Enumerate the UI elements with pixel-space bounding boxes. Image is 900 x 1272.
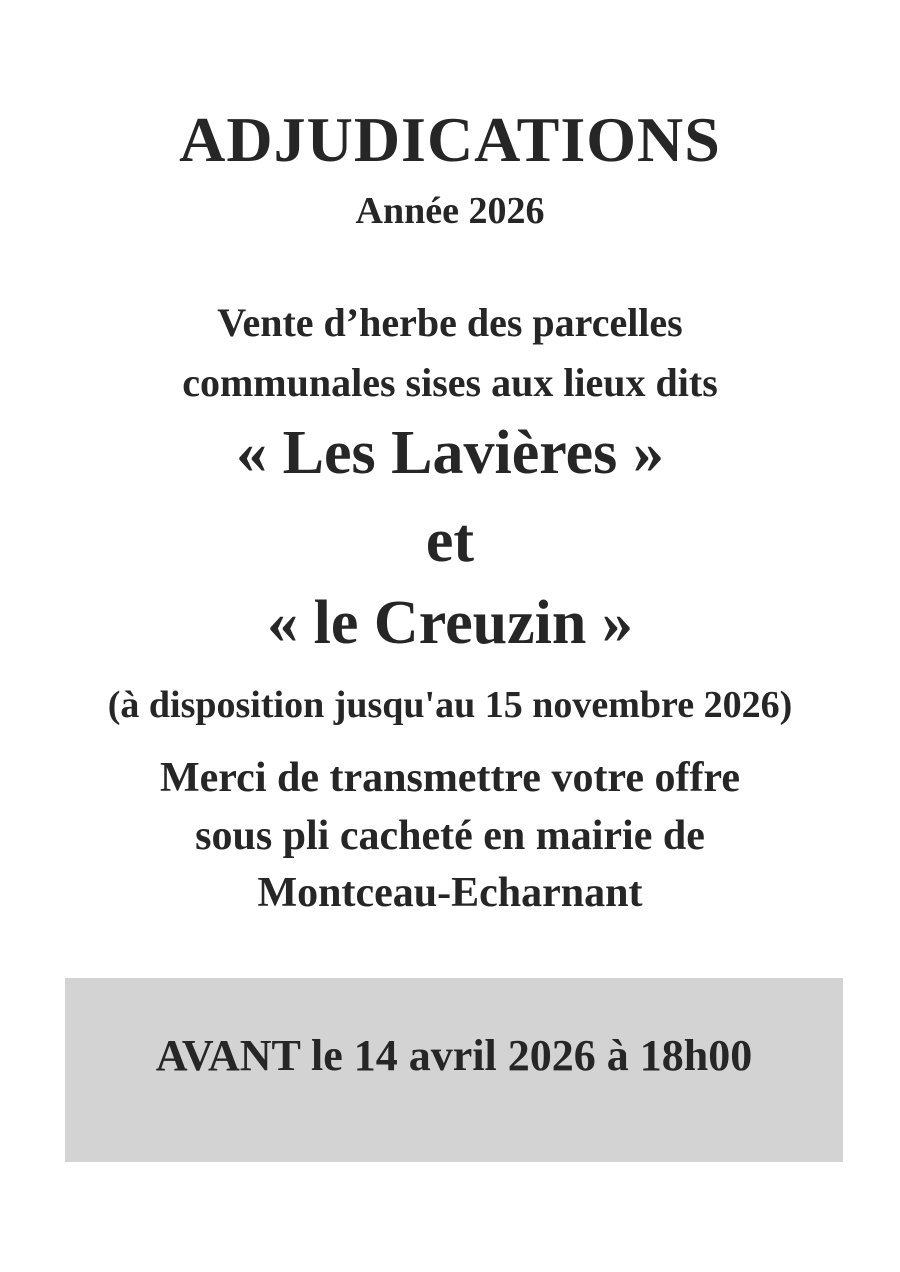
deadline-box bbox=[65, 978, 843, 1162]
deadline-text: AVANT le 14 avril 2026 à 18h00 bbox=[155, 1031, 753, 1080]
description-line-1: Vente d’herbe des parcelles bbox=[217, 300, 683, 345]
notice-title: ADJUDICATIONS bbox=[179, 104, 721, 175]
notice-year: Année 2026 bbox=[355, 190, 545, 232]
offer-line-1: Merci de transmettre votre offre bbox=[160, 755, 740, 801]
offer-line-3: Montceau-Echarnant bbox=[257, 870, 643, 916]
place-les-lavieres: « Les Lavières » bbox=[236, 419, 664, 487]
description-line-2: communales sises aux lieux dits bbox=[182, 360, 718, 405]
availability-note: (à disposition jusqu'au 15 novembre 2026) bbox=[107, 684, 793, 726]
offer-line-2: sous pli cacheté en mairie de bbox=[195, 813, 705, 859]
place-le-creuzin: « le Creuzin » bbox=[267, 589, 633, 657]
conjunction-et: et bbox=[425, 507, 475, 575]
